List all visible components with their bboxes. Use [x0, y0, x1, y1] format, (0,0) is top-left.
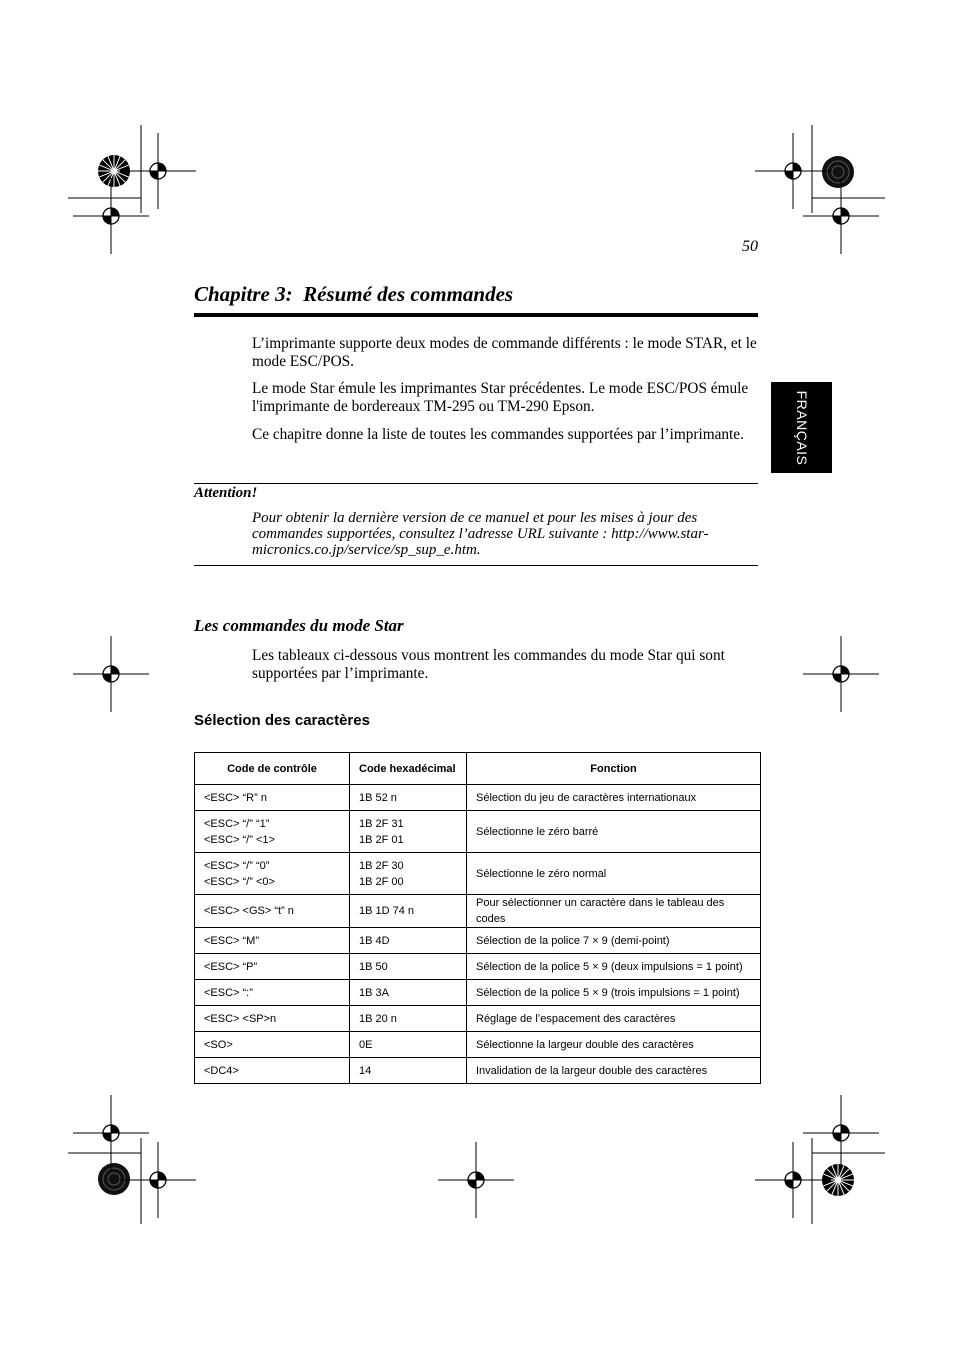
table-row [195, 1006, 761, 1032]
subsection-title: Sélection des caractères [194, 712, 370, 729]
function-cell: Sélectionne la largeur double des caractères [467, 1032, 761, 1058]
control-code-cell [195, 928, 350, 954]
hex-code-cell-line: 0E [359, 1038, 373, 1051]
function-cell: Réglage de l’espacement des caractères [467, 1006, 761, 1032]
function-cell: Pour sélectionner un caractère dans le tableau des codes [467, 895, 761, 928]
hex-code-cell-line: 1B 3A [359, 986, 389, 999]
hex-code-cell [350, 1006, 467, 1032]
side-tab-label: FRANÇAIS [793, 390, 810, 465]
hex-code-cell-line: 1B 52 n [359, 791, 397, 804]
function-cell: Sélection de la police 7 × 9 (demi-point) [467, 928, 761, 954]
attention-title: Attention! [194, 485, 258, 501]
hex-code-cell-line: 1B 1D 74 n [359, 905, 415, 917]
control-code-cell-line: <ESC> “/” <0> [204, 875, 275, 888]
hex-code-cell [350, 853, 467, 895]
table-row [195, 853, 761, 895]
hex-code-cell [350, 928, 467, 954]
table-row [195, 1032, 761, 1058]
control-code-cell-line: <ESC> “R” n [204, 791, 267, 804]
function-cell: Sélection du jeu de caractères internationaux [467, 785, 761, 811]
control-code-cell-line: <ESC> “:” [204, 986, 253, 999]
control-code-cell-line: <ESC> “/” “0” [204, 859, 270, 872]
attention-body: Pour obtenir la dernière version de ce manuel et pour les mises à jour des commandes supportées, consultez l’adresse URL suivante : http://www.star-micronics.co.jp/service/sp_sup_e.htm. [252, 510, 709, 558]
control-code-cell-line: <SO> [204, 1038, 233, 1051]
table-body [195, 785, 761, 1084]
table-row [195, 928, 761, 954]
control-code-cell [195, 1006, 350, 1032]
table-row [195, 895, 761, 928]
hex-code-cell-line: 1B 2F 30 [359, 859, 404, 872]
chapter-title: Chapitre 3: Résumé des commandes [194, 282, 514, 306]
section-intro: Les tableaux ci-dessous vous montrent les commandes du mode Star qui sont supportées par l’imprimante. [252, 647, 725, 682]
function-cell: Invalidation de la largeur double des caractères [467, 1058, 761, 1084]
control-code-cell [195, 1058, 350, 1084]
control-code-cell-line: <ESC> “/” <1> [204, 833, 275, 846]
function-cell: Sélectionne le zéro barré [467, 811, 761, 853]
title-rule [194, 313, 758, 317]
header-function: Fonction [467, 753, 761, 785]
language-side-tab [771, 382, 832, 473]
control-code-cell-line: <ESC> <GS> “t” n [204, 905, 294, 917]
control-code-cell [195, 954, 350, 980]
hex-code-cell [350, 980, 467, 1006]
control-code-cell [195, 895, 350, 928]
table-row [195, 980, 761, 1006]
intro-paragraph-2: Le mode Star émule les imprimantes Star précédentes. Le mode ESC/POS émule l'imprimante de bordereaux TM-295 ou TM-290 Epson. [252, 380, 749, 415]
table-row [195, 954, 761, 980]
hex-code-cell [350, 811, 467, 853]
page-number: 50 [742, 238, 758, 255]
control-code-cell [195, 980, 350, 1006]
header-control-code: Code de contrôle [195, 753, 350, 785]
hex-code-cell-line: 1B 2F 01 [359, 833, 404, 846]
hex-code-cell [350, 954, 467, 980]
intro-paragraph-1: L’imprimante supporte deux modes de commande différents : le mode STAR, et le mode ESC/POS. [252, 335, 757, 370]
control-code-cell [195, 853, 350, 895]
hex-code-cell-line: 1B 2F 00 [359, 875, 404, 888]
command-table [194, 752, 761, 1084]
control-code-cell [195, 1032, 350, 1058]
intro-paragraph-3: Ce chapitre donne la liste de toutes les commandes supportées par l’imprimante. [252, 426, 744, 443]
hex-code-cell-line: 1B 2F 31 [359, 817, 404, 830]
table-row [195, 811, 761, 853]
hex-code-cell-line: 1B 20 n [359, 1012, 397, 1025]
control-code-cell-line: <ESC> “P” [204, 960, 258, 973]
hex-code-cell-line: 1B 50 [359, 960, 388, 973]
control-code-cell [195, 785, 350, 811]
function-cell: Sélection de la police 5 × 9 (trois impulsions = 1 point) [467, 980, 761, 1006]
attention-bottom-rule [194, 565, 758, 566]
control-code-cell-line: <DC4> [204, 1064, 239, 1077]
hex-code-cell [350, 895, 467, 928]
hex-code-cell [350, 1032, 467, 1058]
hex-code-cell-line: 14 [359, 1064, 372, 1077]
control-code-cell-line: <ESC> <SP>n [204, 1012, 277, 1025]
table-row [195, 1058, 761, 1084]
function-cell: Sélection de la police 5 × 9 (deux impulsions = 1 point) [467, 954, 761, 980]
attention-top-rule [194, 483, 758, 484]
hex-code-cell [350, 785, 467, 811]
table-header-row [195, 753, 761, 785]
table-row [195, 785, 761, 811]
control-code-cell-line: <ESC> “M” [204, 934, 260, 947]
function-cell: Sélectionne le zéro normal [467, 853, 761, 895]
control-code-cell [195, 811, 350, 853]
control-code-cell-line: <ESC> “/” “1” [204, 817, 270, 830]
header-hex-code: Code hexadécimal [350, 753, 467, 785]
hex-code-cell-line: 1B 4D [359, 934, 390, 947]
hex-code-cell [350, 1058, 467, 1084]
section-title: Les commandes du mode Star [194, 616, 404, 635]
